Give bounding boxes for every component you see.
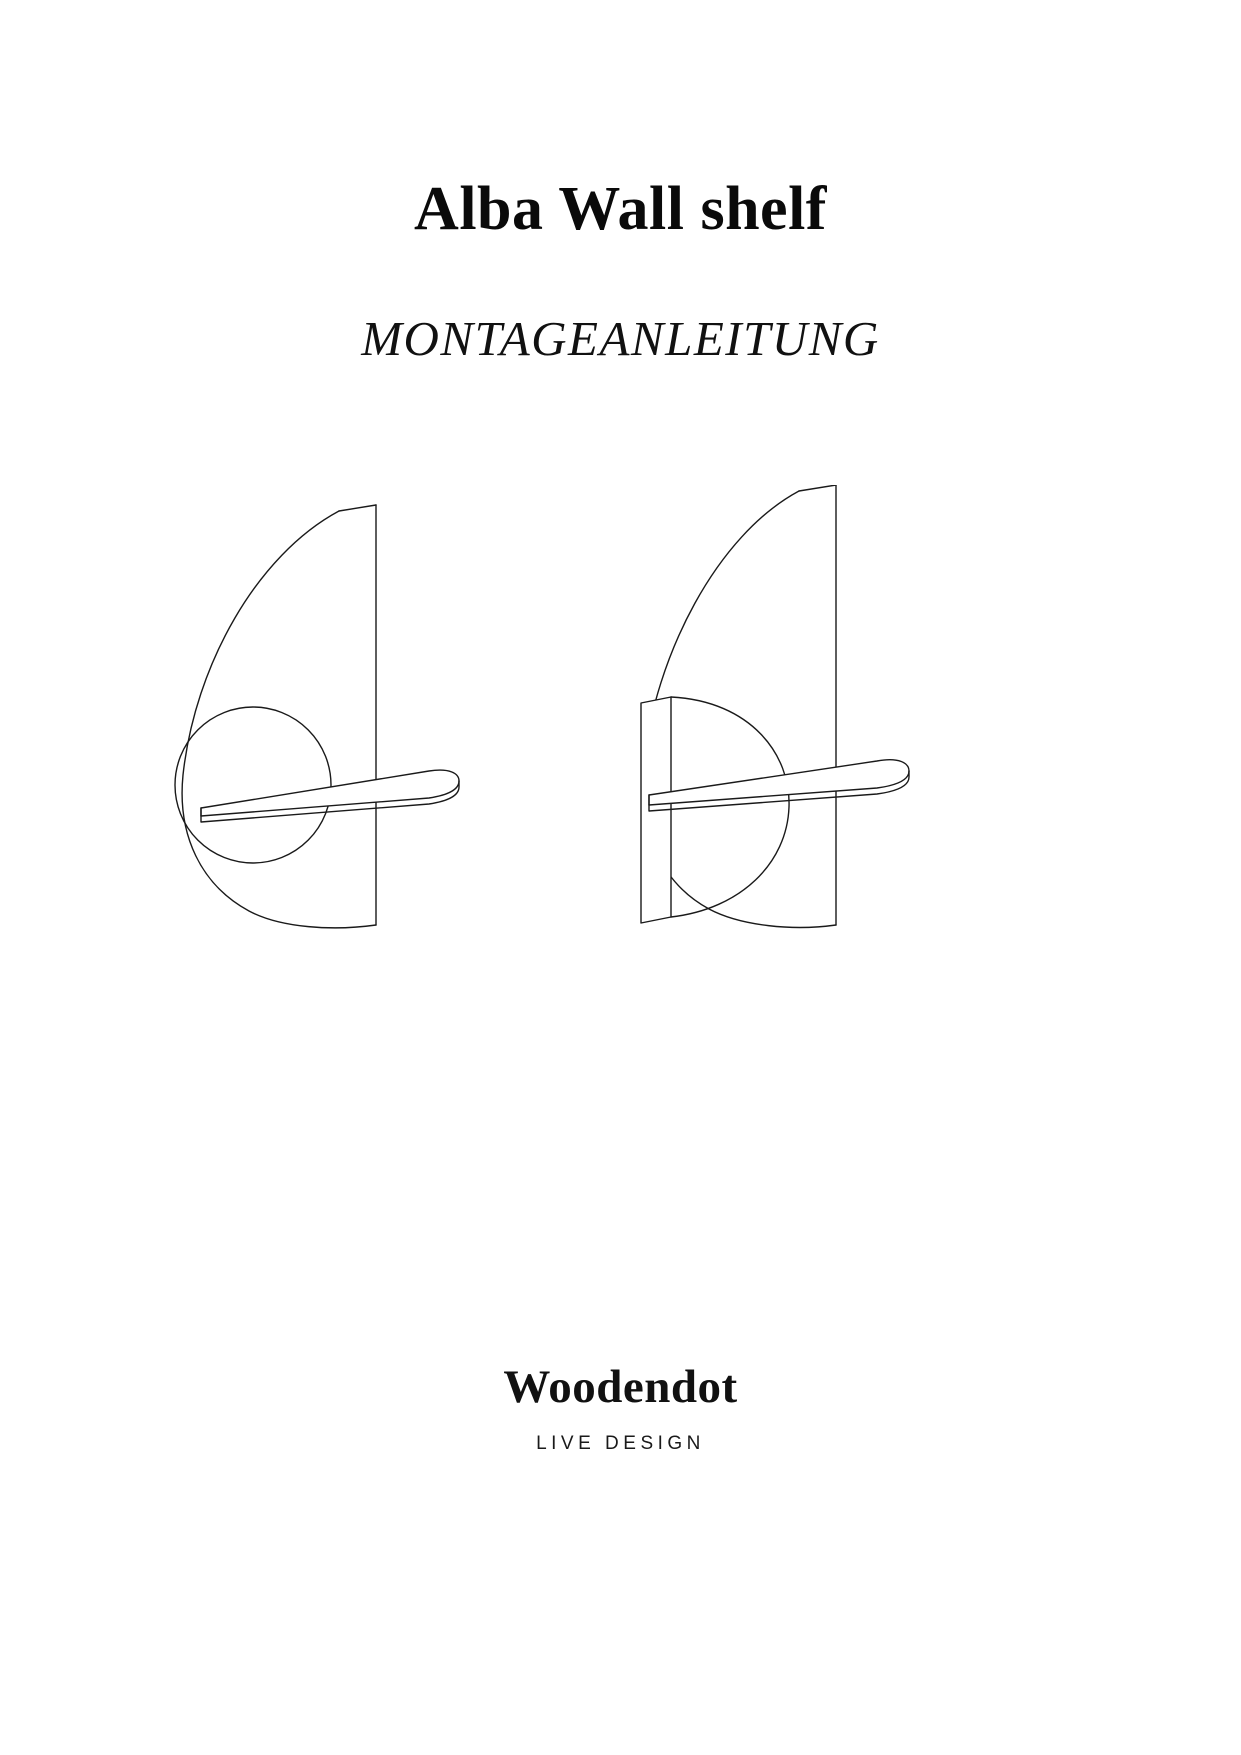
page-subtitle: MONTAGEANLEITUNG [361, 311, 880, 366]
brand-tagline: LIVE DESIGN [536, 1433, 705, 1454]
brand-wordmark: Woodendot [503, 1361, 738, 1413]
left-circular-disc [175, 707, 331, 863]
footer-brand-block [0, 1361, 1241, 1455]
page-title: Alba Wall shelf [414, 175, 827, 243]
right-shelf-board [649, 760, 909, 811]
left-view-group [175, 503, 496, 929]
assembly-illustration [0, 485, 1241, 955]
right-half-round-panel [671, 697, 789, 917]
alba-wall-shelf-drawing [171, 485, 1071, 955]
left-back-panel [182, 505, 376, 928]
right-view-group [641, 485, 909, 927]
